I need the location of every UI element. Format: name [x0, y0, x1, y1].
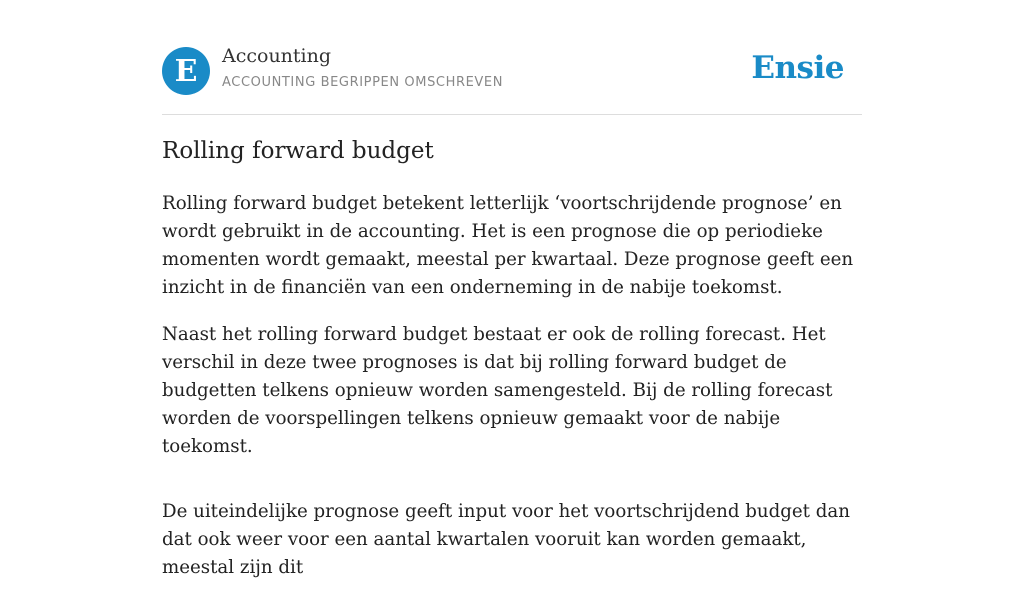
article-paragraph: Naast het rolling forward budget bestaat er ook de rolling forecast. Het verschil in deze twee prognoses is dat bij rolling forward budget de budgetten telkens opnieuw worden samengesteld. Bij de rolling forecast worden de voorspellingen telkens opnieuw gemaakt voor de nabije toekomst. — [162, 324, 833, 457]
article-paragraph: De uiteindelijke prognose geeft input voor het voortschrijdend budget dan dat ook weer voor een aantal kwartalen vooruit kan worden gemaakt, meestal zijn dit — [162, 501, 850, 578]
article-title: Rolling forward budget — [162, 138, 434, 164]
article-body — [162, 190, 864, 601]
page-container — [162, 0, 862, 578]
article-paragraph: Rolling forward budget betekent letterlijk ‘voortschrijdende prognose’ en wordt gebruikt in de accounting. Het is een prognose die op periodieke momenten wordt gemaakt, meestal per kwartaal. Deze prognose geeft een inzicht in de financiën van een onderneming in de nabije toekomst. — [162, 193, 854, 298]
logo-icon[interactable] — [162, 47, 210, 95]
logo-letter: E — [174, 53, 198, 89]
site-name-link[interactable]: Accounting — [222, 45, 332, 67]
site-subtitle: ACCOUNTING BEGRIPPEN OMSCHREVEN — [222, 75, 504, 90]
ensie-brand-link[interactable]: Ensie — [751, 50, 844, 86]
site-header — [162, 0, 862, 115]
